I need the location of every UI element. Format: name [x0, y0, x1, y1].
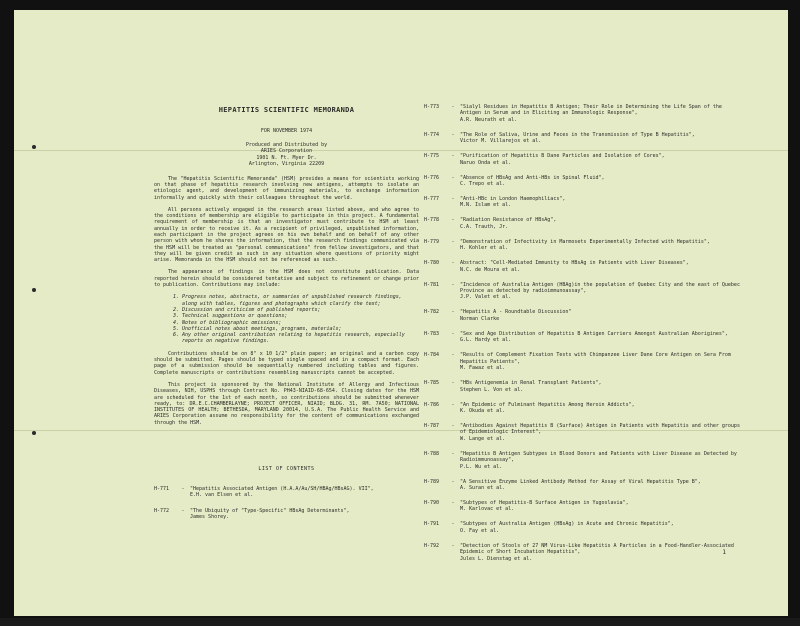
- document-page: [14, 10, 788, 616]
- entry-title: "Anti-HBc in London Haemophiliacs",: [460, 196, 566, 203]
- entry-authors: O. Fay et al.: [460, 527, 500, 534]
- intro-paragraph: The "Hepatitis Scientific Memoranda" (HSM) provides a means for scientists working on that phase of hepatitis research involving new antigens, attempts to isolate an etiologic agent, and development of immunizing materials, to exchange information informally and quickly with their colleagues throughout the world.: [154, 175, 419, 201]
- entry-code: H-778: [424, 217, 440, 224]
- entry-dash: -: [451, 352, 455, 359]
- entry-code: H-787: [424, 422, 440, 429]
- toc-entry: [424, 196, 744, 209]
- list-item: 5. Unofficial notes about meetings, programs, materials;: [182, 326, 419, 332]
- entry-title: "Hepatitis A - Roundtable Discussion": [460, 309, 572, 316]
- toc-entry: [154, 508, 419, 521]
- entry-dash: -: [451, 104, 455, 110]
- entry-authors: C.A. Trauth, Jr.: [460, 223, 509, 230]
- toc-entry: [424, 479, 744, 492]
- entry-authors: E.H. van Elsen et al.: [190, 492, 254, 499]
- toc-entry: [424, 282, 744, 301]
- entry-authors: W. Lange et al.: [460, 435, 506, 442]
- entry-authors: K. Okuda et al.: [460, 407, 506, 414]
- publication-paragraph: The appearance of findings in the HSM does not constitute publication. Data reported herein should be considered tentative and subject to refinement or change prior to publication. Contributions may include:: [154, 269, 419, 289]
- entry-dash: -: [451, 131, 455, 138]
- toc-entry: [424, 402, 744, 415]
- entry-dash: -: [451, 450, 455, 457]
- toc-entry: [424, 423, 744, 442]
- entry-dash: -: [451, 260, 455, 267]
- toc-entry: [424, 132, 744, 145]
- entry-code: H-790: [424, 499, 440, 506]
- left-column: [154, 106, 419, 530]
- entry-dash: -: [451, 238, 455, 245]
- toc-entry: [424, 217, 744, 230]
- toc-entry: [424, 153, 744, 166]
- toc-entry: [424, 260, 744, 273]
- list-item: 2. Discussion and criticism of published reports;: [182, 307, 419, 313]
- entry-code: H-775: [424, 153, 440, 160]
- entry-code: H-792: [424, 542, 440, 549]
- membership-paragraph: All persons actively engaged in the research areas listed above, and who agree to the conditions of membership are eligible to participate in this project. A fundamental requirement of membership is that an investigator must contribute to HSM at least annually in order to receive it. As a recipient of privileged, unpublished information, each participant in the project agrees on his own behalf and on behalf of any other person with whom he shares the information, that the research findings communicated via the HSM will be treated as "personal communications" from fellow investigators, and that they will be given credit as such in any situation where questions of priority might arise. Memoranda in the HSM should not be referenced as such.: [154, 206, 419, 264]
- list-item: 3. Technical suggestions or questions;: [182, 313, 419, 319]
- entry-title: "Detection of Stools of 27 NM Virus-Like Hepatitis A Particles in a Food-Handler-Associated Epidemic of Short Incubation Hepatitis",: [460, 542, 734, 556]
- toc-entry: [424, 521, 744, 534]
- distributor-line: Arlington, Virginia 22209: [248, 161, 325, 168]
- toc-entry: [424, 309, 744, 322]
- entry-title: "A Sensitive Enzyme Linked Antibody Method for Assay of Viral Hepatitis Type B",: [460, 478, 701, 485]
- entry-dash: -: [451, 422, 455, 429]
- entry-code: H-786: [424, 401, 440, 408]
- punch-hole: [32, 431, 36, 435]
- entry-code: H-771: [154, 486, 170, 493]
- toc-entry: [424, 380, 744, 393]
- scan-border: [0, 618, 800, 626]
- entry-dash: -: [451, 217, 455, 224]
- entry-authors: Naruo Onda et al.: [460, 159, 512, 166]
- entry-authors: C. Trepo et al.: [460, 181, 506, 188]
- right-column: [424, 104, 744, 571]
- toc-entry: [424, 352, 744, 371]
- format-paragraph: Contributions should be on 8" x 10 1/2" plain paper; an original and a carbon copy should be submitted. Pages should be typed single spaced and in a compact format. Each page of a submission should be sequentially numbered including tables and figures. Complete manuscripts or contributions resembling manuscripts cannot be accepted.: [154, 350, 419, 376]
- entry-authors: G.L. Hardy et al.: [460, 337, 512, 344]
- toc-entry: [424, 104, 744, 123]
- entry-title: "The Role of Saliva, Urine and Feces in the Transmission of Type B Hepatitis",: [460, 131, 695, 138]
- entry-code: H-779: [424, 238, 440, 245]
- toc-entry: [424, 239, 744, 252]
- entry-code: H-776: [424, 174, 440, 181]
- toc-entry: [424, 543, 744, 562]
- toc-entry: [154, 486, 419, 499]
- entry-dash: -: [451, 401, 455, 408]
- entry-dash: -: [451, 281, 455, 288]
- entry-authors: A.R. Neurath et al.: [460, 116, 518, 123]
- entry-authors: M.N. Islam et al.: [460, 202, 512, 209]
- entry-code: H-777: [424, 196, 440, 203]
- entry-dash: -: [451, 196, 455, 203]
- entry-authors: Victor M. Villarejos et al.: [460, 138, 542, 145]
- entry-title: "Incidence of Australia Antigen (HBAg)in the population of Quebec City and the east of Quebec Province as detected by radioimmunoassay",: [460, 281, 740, 295]
- page-number: 1: [722, 549, 726, 556]
- entry-authors: N.C. de Moura et al.: [460, 266, 521, 273]
- entry-title: "HBs Antigenemia in Renal Transplant Patients",: [460, 380, 602, 387]
- entry-dash: -: [451, 153, 455, 160]
- contributions-list: [154, 294, 419, 344]
- toc-entry: [424, 331, 744, 344]
- entry-code: H-791: [424, 521, 440, 528]
- sponsor-paragraph: This project is sponsored by the National Institute of Allergy and Infectious Diseases, NIH, USPHS through Contract No. PH43-NIAID-68-654. Closing dates for the HSM are scheduled for the 1st of each month, so contributions should be submitted whenever ready, to: DR.E.C.CHAMBERLAYNE; PROJECT OFFICER, NIAID; BLDG. 31, RM. 7A50; NATIONAL INSTITUTES OF HEALTH; BETHESDA, MARYLAND 20014, U.S.A. The Public Health Service and ARIES Corporation assume no responsibility for the content of communications exchanged through the HSM.: [154, 381, 419, 426]
- distributor-line: Produced and Distributed by: [245, 142, 328, 148]
- entry-title: "Antibodies Against Hepatitis B (Surface) Antigen in Patients with Hepatitis and other groups of Epidemiologic Interest",: [460, 422, 740, 436]
- entry-authors: M. Fawaz et al.: [460, 365, 506, 372]
- entry-code: H-783: [424, 330, 440, 337]
- toc-entry: [424, 500, 744, 513]
- list-item: 1. Progress notes, abstracts, or summaries of unpublished research findings, along with tables, figures and photographs which clarify the text;: [182, 294, 419, 307]
- memo-date: FOR NOVEMBER 1974: [260, 128, 313, 134]
- entry-title: "Subtypes of Australia Antigen (HBsAg) in Acute and Chronic Hepatitis",: [460, 521, 674, 528]
- entry-title: "Radiation Resistance of HBsAg",: [460, 217, 557, 224]
- entry-title: "Subtypes of Hepatitis-B Surface Antigen in Yugoslavia",: [460, 499, 629, 506]
- entry-title: "Hepatitis B Antigen Subtypes in Blood Donors and Patients with Liver Disease as Detected by Radioimmunoassay",: [460, 450, 737, 464]
- punch-hole: [32, 145, 36, 149]
- entry-code: H-788: [424, 450, 440, 457]
- entry-code: H-782: [424, 309, 440, 316]
- toc-heading: LIST OF CONTENTS: [258, 466, 315, 473]
- distributor-line: ARIES Corporation: [260, 148, 313, 155]
- toc-entry: [424, 175, 744, 188]
- entry-dash: -: [451, 380, 455, 387]
- entry-dash: -: [451, 309, 455, 316]
- toc-entry: [424, 451, 744, 470]
- entry-title: "Hepatitis Associated Antigen (H.A.A/Au/SH/HBAg/HBsAG). VII",: [190, 486, 374, 493]
- entry-code: H-773: [424, 104, 440, 110]
- entry-title: "Demonstration of Infectivity in Marmosets Experimentally Infected with Hepatitis",: [460, 238, 710, 245]
- entry-code: H-789: [424, 478, 440, 485]
- entry-code: H-785: [424, 380, 440, 387]
- entry-code: H-774: [424, 131, 440, 138]
- entry-code: H-784: [424, 352, 440, 359]
- entry-authors: J.P. Valet et al.: [460, 294, 512, 301]
- entry-authors: M. Karlovac et al.: [460, 506, 515, 513]
- entry-title: "The Ubiquity of "Type-Specific" HBsAg Determinants",: [190, 507, 350, 514]
- entry-dash: -: [181, 507, 185, 514]
- punch-hole: [32, 288, 36, 292]
- entry-dash: -: [451, 330, 455, 337]
- entry-title: "An Epidemic of Fulminant Hepatitis Among Heroin Addicts",: [460, 401, 635, 408]
- entry-dash: -: [181, 486, 185, 493]
- entry-dash: -: [451, 174, 455, 181]
- entry-title: "Absence of HBsAg and Anti-HBs in Spinal Fluid",: [460, 174, 605, 181]
- entry-dash: -: [451, 499, 455, 506]
- memo-title: HEPATITIS SCIENTIFIC MEMORANDA: [218, 106, 355, 114]
- entry-dash: -: [451, 521, 455, 528]
- entry-authors: Stephen L. Von et al.: [460, 386, 524, 393]
- entry-dash: -: [451, 478, 455, 485]
- entry-code: H-772: [154, 507, 170, 514]
- entry-authors: James Shorey.: [190, 514, 230, 521]
- entry-title: "Sialyl Residues in Hepatitis B Antigen; Their Role in Determining the Life Span of the Antigen in Serum and in Eliciting an Immunologic Response",: [460, 104, 722, 117]
- entry-title: "Sex and Age Distribution of Hepatitis B Antigen Carriers Amongst Australian Aborigines",: [460, 330, 728, 337]
- entry-dash: -: [451, 542, 455, 549]
- entry-title: "Purification of Hepatitis B Dane Particles and Isolation of Cores",: [460, 153, 665, 160]
- entry-title: Abstract: "Cell-Mediated Immunity to HBsAg in Patients with Liver Diseases",: [460, 260, 689, 267]
- entry-title: "Results of Complement Fixation Tests with Chimpanzee Liver Dane Core Antigen on Sera From Hepatitis Patients",: [460, 352, 731, 365]
- entry-authors: A. Suran et al.: [460, 484, 506, 491]
- entry-code: H-780: [424, 260, 440, 267]
- entry-code: H-781: [424, 281, 440, 288]
- list-item: 6. Any other original contribution relating to hepatitis research, especially reports on negative findings.: [182, 332, 419, 345]
- distributor-block: [154, 142, 419, 168]
- distributor-line: 1901 N. Ft. Myer Dr.: [256, 154, 317, 161]
- entry-authors: P.L. Wu et al.: [460, 463, 503, 470]
- list-item: 4. Notes of bibliographic omissions;: [182, 320, 419, 326]
- entry-authors: Jules L. Dienstag et al.: [460, 555, 533, 562]
- entry-authors: H. Kohler et al.: [460, 245, 509, 252]
- entry-authors: Norman Clarke: [460, 315, 500, 322]
